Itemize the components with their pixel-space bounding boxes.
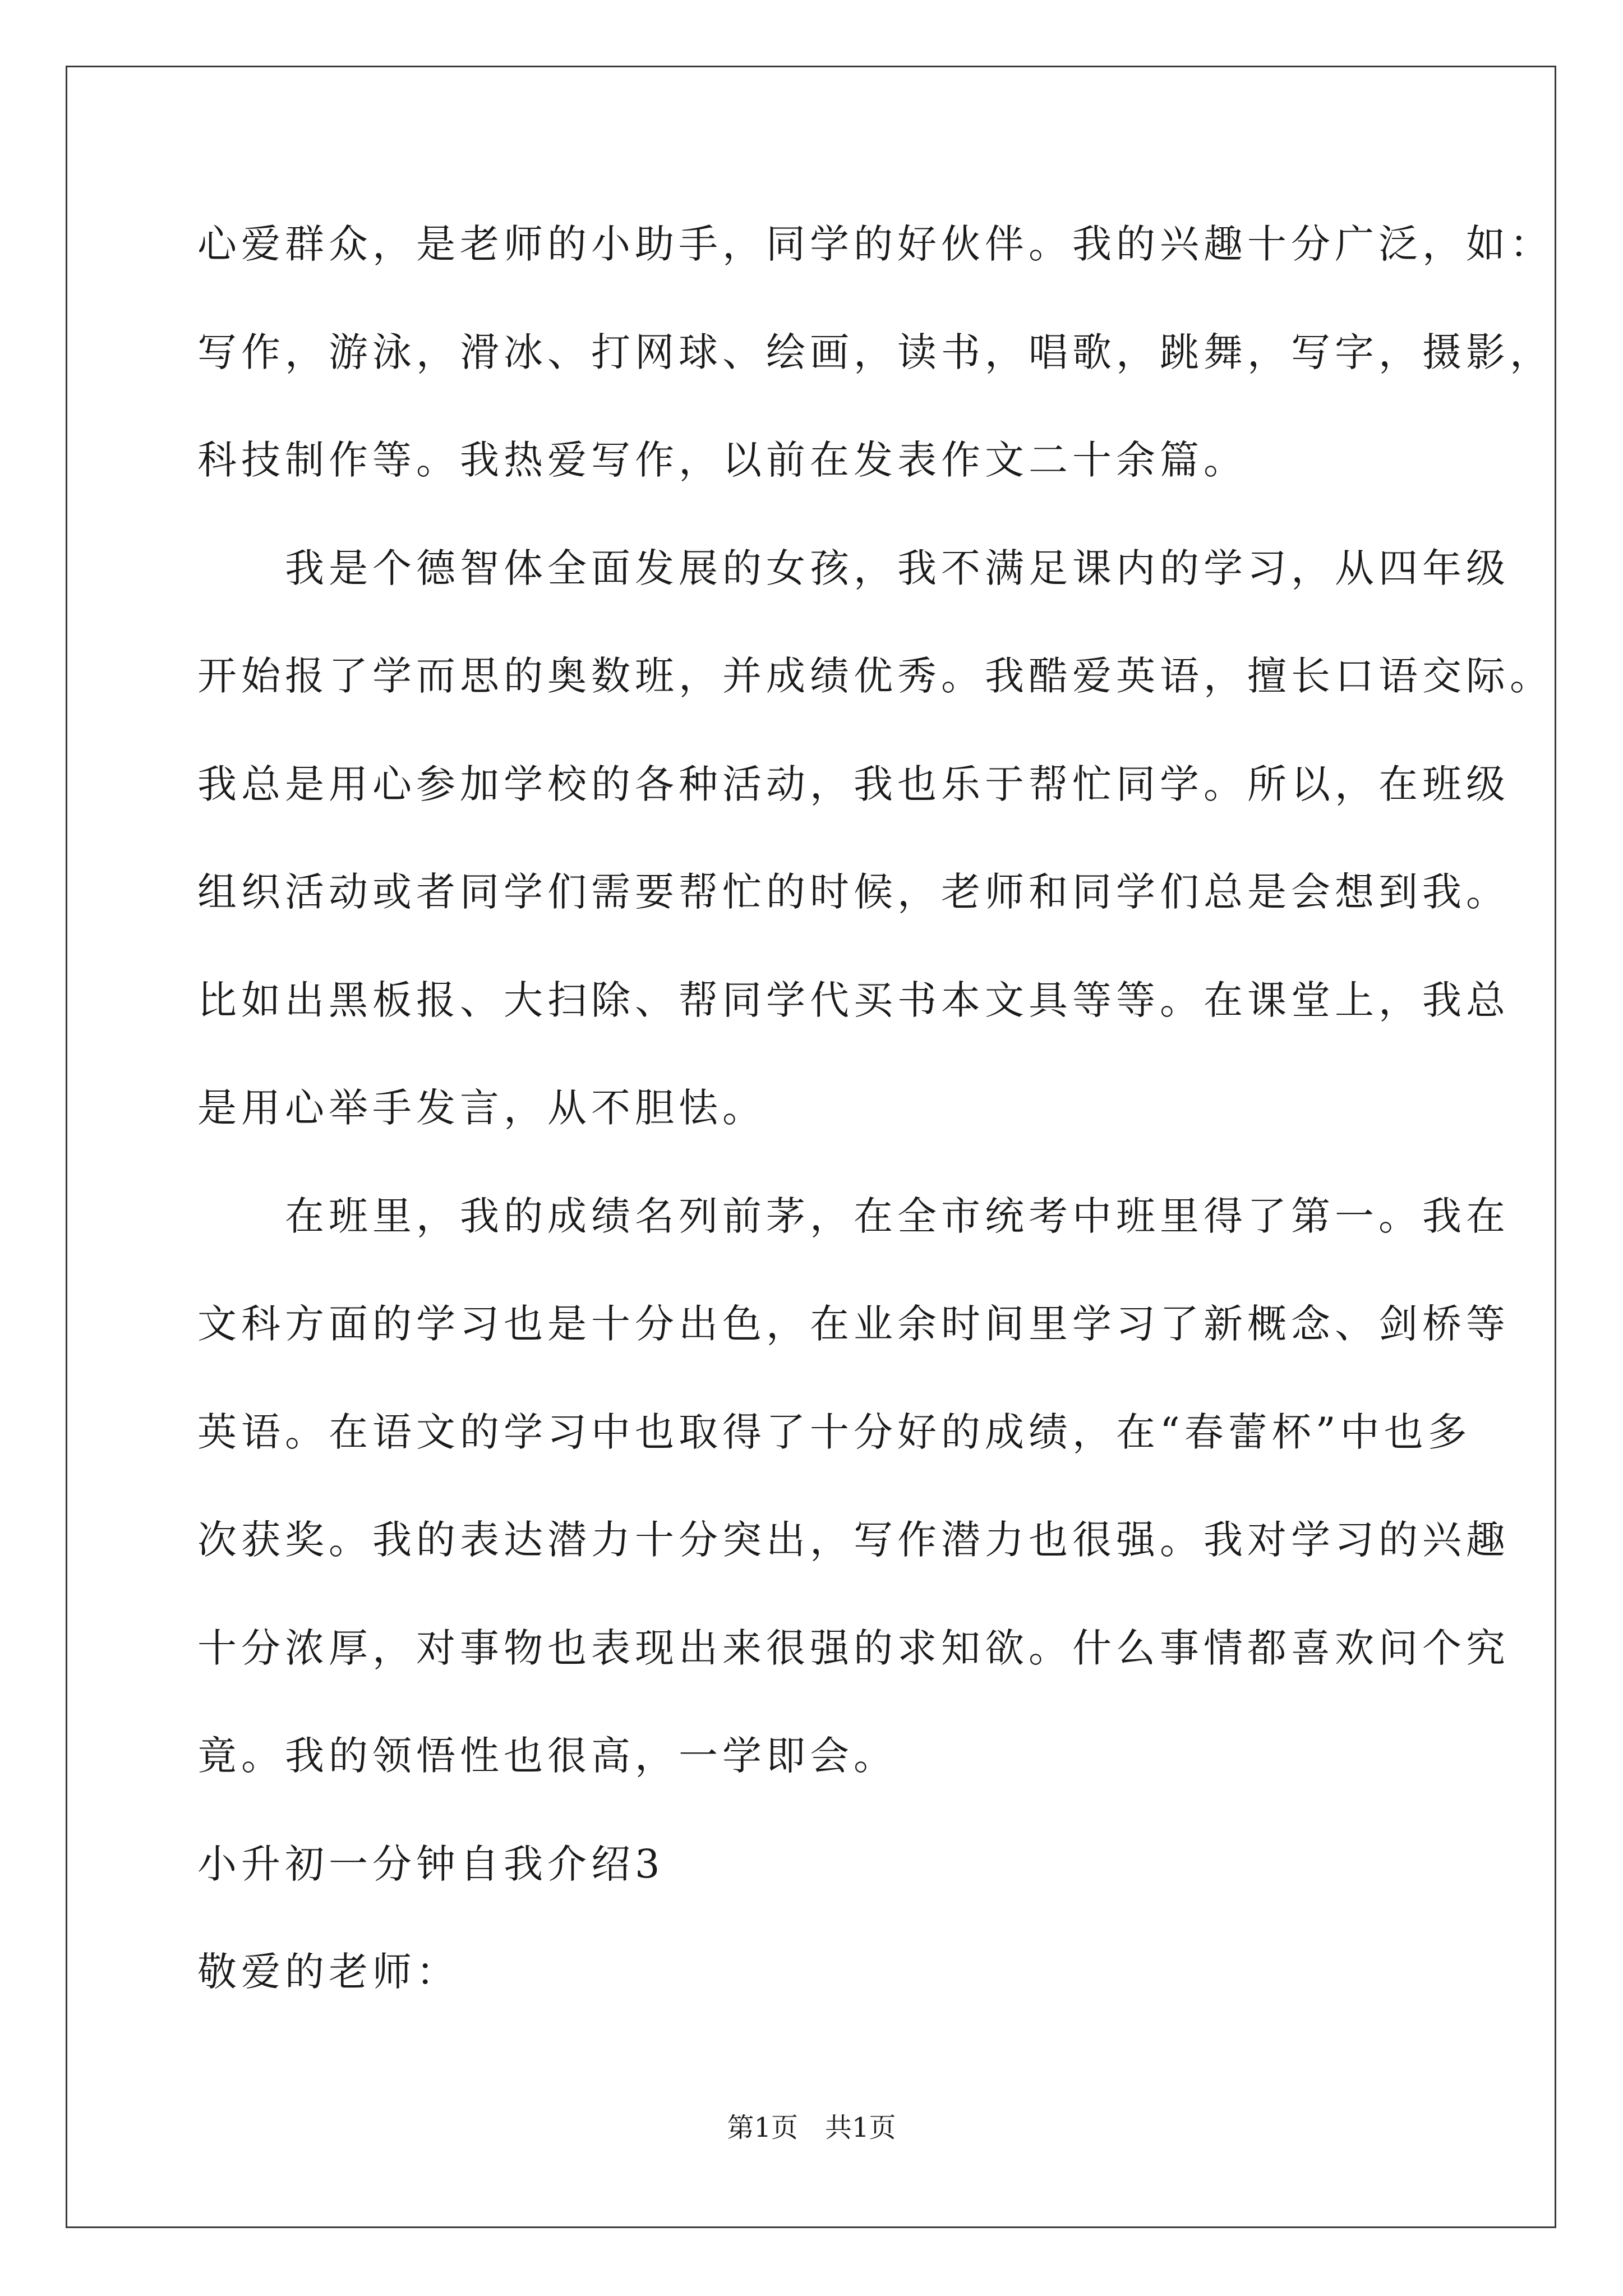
body-text-line: 在班里，我的成绩名列前茅，在全市统考中班里得了第一。我在 xyxy=(197,1193,1510,1239)
body-text-line: 我是个德智体全面发展的女孩，我不满足课内的学习，从四年级 xyxy=(197,545,1510,591)
salutation: 敬爱的老师： xyxy=(197,1949,460,1995)
body-text-line: 组织活动或者同学们需要帮忙的时候，老师和同学们总是会想到我。 xyxy=(197,869,1510,915)
body-text-line: 写作，游泳，滑冰、打网球、绘画，读书，唱歌，跳舞，写字，摄影， xyxy=(197,329,1553,375)
body-text-line: 开始报了学而思的奥数班，并成绩优秀。我酷爱英语，擅长口语交际。 xyxy=(197,653,1553,699)
body-text-line: 心爱群众，是老师的小助手，同学的好伙伴。我的兴趣十分广泛，如： xyxy=(197,221,1553,267)
page-number-footer: 第1页 共1页 xyxy=(727,2112,896,2143)
body-text-line: 比如出黑板报、大扫除、帮同学代买书本文具等等。在课堂上，我总 xyxy=(197,977,1510,1023)
section-heading: 小升初一分钟自我介绍3 xyxy=(197,1841,665,1887)
body-text-line: 竟。我的领悟性也很高，一学即会。 xyxy=(197,1733,897,1779)
body-text-line: 英语。在语文的学习中也取得了十分好的成绩，在“春蕾杯”中也多 xyxy=(197,1409,1472,1455)
page-frame xyxy=(66,66,1556,2228)
body-text-line: 十分浓厚，对事物也表现出来很强的求知欲。什么事情都喜欢问个究 xyxy=(197,1625,1510,1671)
body-text-line: 文科方面的学习也是十分出色，在业余时间里学习了新概念、剑桥等 xyxy=(197,1301,1510,1347)
body-text-line: 科技制作等。我热爱写作，以前在发表作文二十余篇。 xyxy=(197,437,1247,483)
body-text-line: 我总是用心参加学校的各种活动，我也乐于帮忙同学。所以，在班级 xyxy=(197,761,1510,807)
body-text-line: 是用心举手发言，从不胆怯。 xyxy=(197,1085,766,1131)
body-text-line: 次获奖。我的表达潜力十分突出，写作潜力也很强。我对学习的兴趣 xyxy=(197,1517,1510,1563)
